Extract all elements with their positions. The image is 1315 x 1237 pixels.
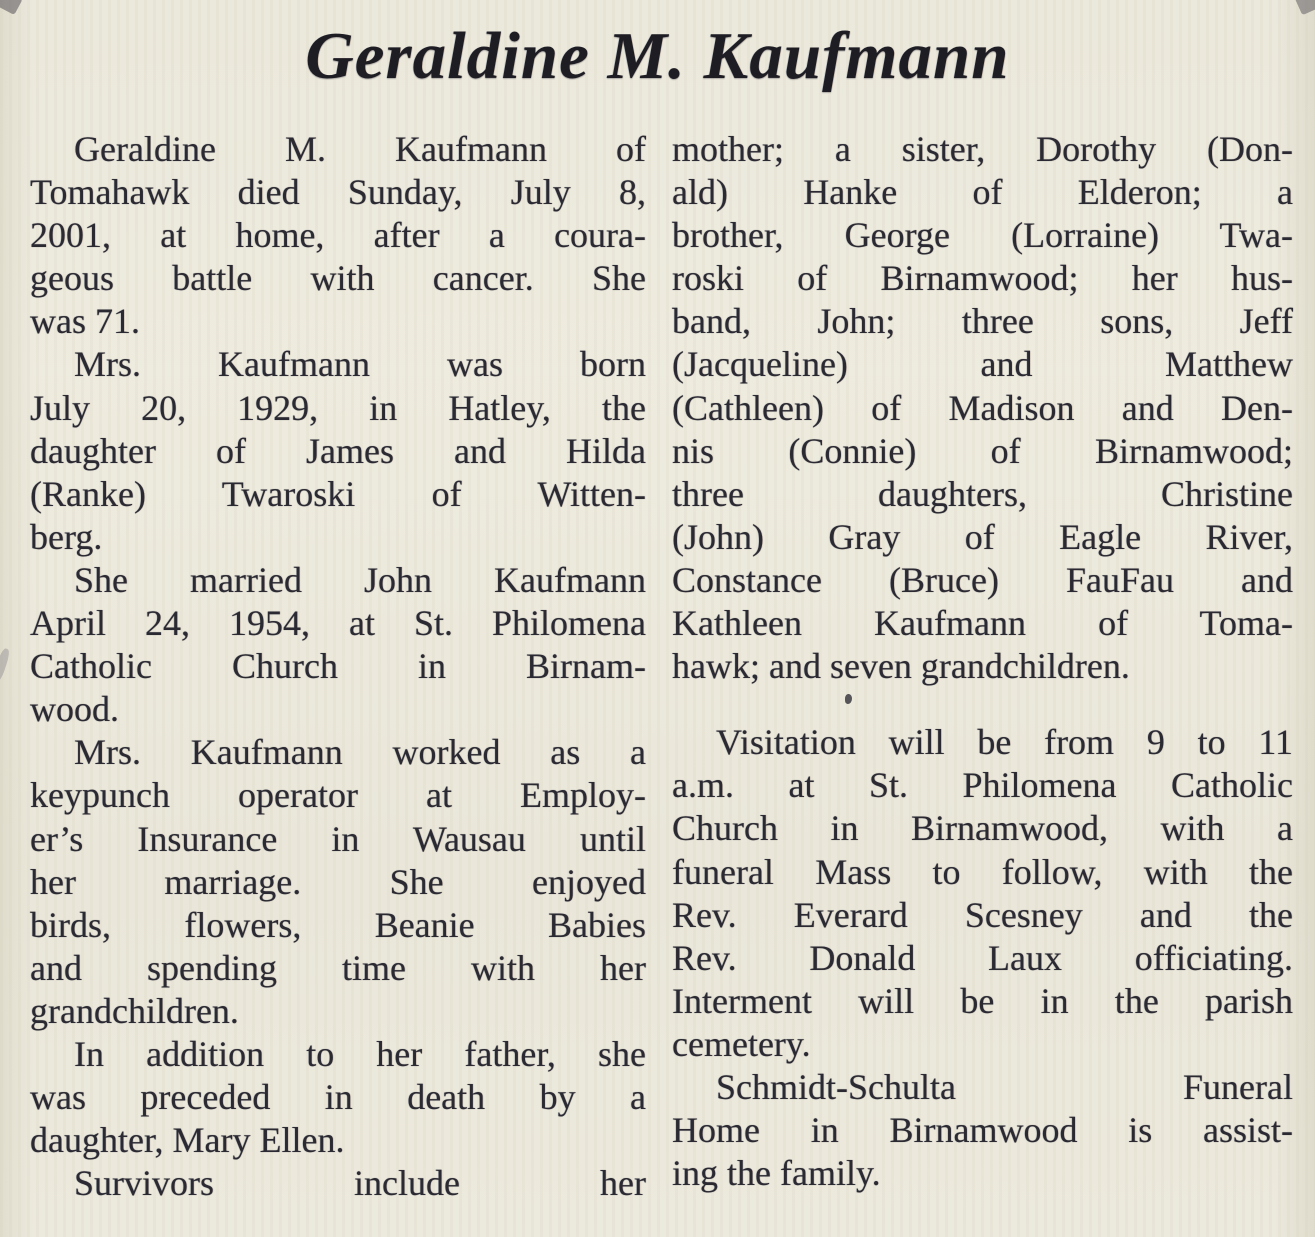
scan-corner-mark-top-left (0, 0, 23, 15)
obituary-headline: Geraldine M. Kaufmann (305, 19, 1010, 93)
text-line: was 71. (30, 301, 140, 342)
text-line: Geraldine M. Kaufmann of (74, 129, 646, 169)
text-line: berg. (30, 516, 103, 557)
text-line: Rev. Everard Scesney and the (672, 894, 1293, 935)
text-line: wood. (30, 689, 119, 730)
text-line: April 24, 1954, at St. Philomena (30, 603, 646, 644)
scan-corner-mark-top-right (1294, 0, 1315, 15)
text-line: Rev. Donald Laux officiating. (672, 937, 1293, 978)
text-line: Schmidt-Schulta Funeral (716, 1066, 1293, 1107)
text-line: She married John Kaufmann (74, 559, 646, 600)
text-line: brother, George (Lorraine) Twa- (672, 215, 1293, 256)
article-column-left (30, 128, 646, 1205)
text-line: In addition to her father, she (74, 1033, 646, 1074)
text-line: Catholic Church in Birnam- (30, 646, 646, 687)
text-line: roski of Birnamwood; her hus- (672, 258, 1293, 299)
text-line: (John) Gray of Eagle River, (672, 516, 1293, 557)
text-line: band, John; three sons, Jeff (672, 301, 1293, 342)
text-line: Tomahawk died Sunday, July 8, (30, 172, 646, 213)
text-line: birds, flowers, Beanie Babies (30, 904, 646, 945)
text-line: July 20, 1929, in Hatley, the (30, 387, 646, 428)
text-line: mother; a sister, Dorothy (Don- (672, 129, 1293, 169)
text-line: (Ranke) Twaroski of Witten- (30, 473, 646, 514)
text-line: grandchildren. (30, 990, 239, 1031)
article-column-right (672, 128, 1293, 1195)
text-line: ald) Hanke of Elderon; a (672, 172, 1293, 213)
text-line: ing the family. (672, 1153, 881, 1194)
text-line: three daughters, Christine (672, 473, 1293, 514)
text-line: Survivors include her (74, 1163, 646, 1204)
text-line: Visitation will be from 9 to 11 (716, 722, 1293, 763)
text-line: Kathleen Kaufmann of Toma- (672, 603, 1293, 644)
text-line: daughter of James and Hilda (30, 430, 646, 471)
text-line: was preceded in death by a (30, 1077, 646, 1118)
text-line: geous battle with cancer. She (30, 258, 646, 299)
text-line: Church in Birnamwood, with a (672, 808, 1293, 849)
scan-edge-mark-left (0, 647, 11, 682)
text-line: Home in Birnamwood is assist- (672, 1110, 1293, 1151)
text-line: Mrs. Kaufmann worked as a (74, 732, 646, 773)
text-line: er’s Insurance in Wausau until (30, 818, 646, 859)
text-line: and spending time with her (30, 947, 646, 988)
text-line: Constance (Bruce) FauFau and (672, 559, 1293, 600)
text-line: funeral Mass to follow, with the (672, 851, 1293, 892)
text-line: 2001, at home, after a coura- (30, 215, 646, 256)
text-line: Interment will be in the parish (672, 980, 1293, 1021)
text-line: her marriage. She enjoyed (30, 861, 646, 902)
text-line: (Cathleen) of Madison and Den- (672, 387, 1293, 428)
text-line: nis (Connie) of Birnamwood; (672, 430, 1293, 471)
text-line: (Jacqueline) and Matthew (672, 344, 1293, 385)
text-line: a.m. at St. Philomena Catholic (672, 765, 1293, 806)
text-line: keypunch operator at Employ- (30, 775, 646, 816)
text-line: Mrs. Kaufmann was born (74, 344, 646, 385)
text-line: hawk; and seven grandchildren. (672, 646, 1130, 687)
text-line: cemetery. (672, 1023, 811, 1064)
text-line: daughter, Mary Ellen. (30, 1120, 345, 1161)
